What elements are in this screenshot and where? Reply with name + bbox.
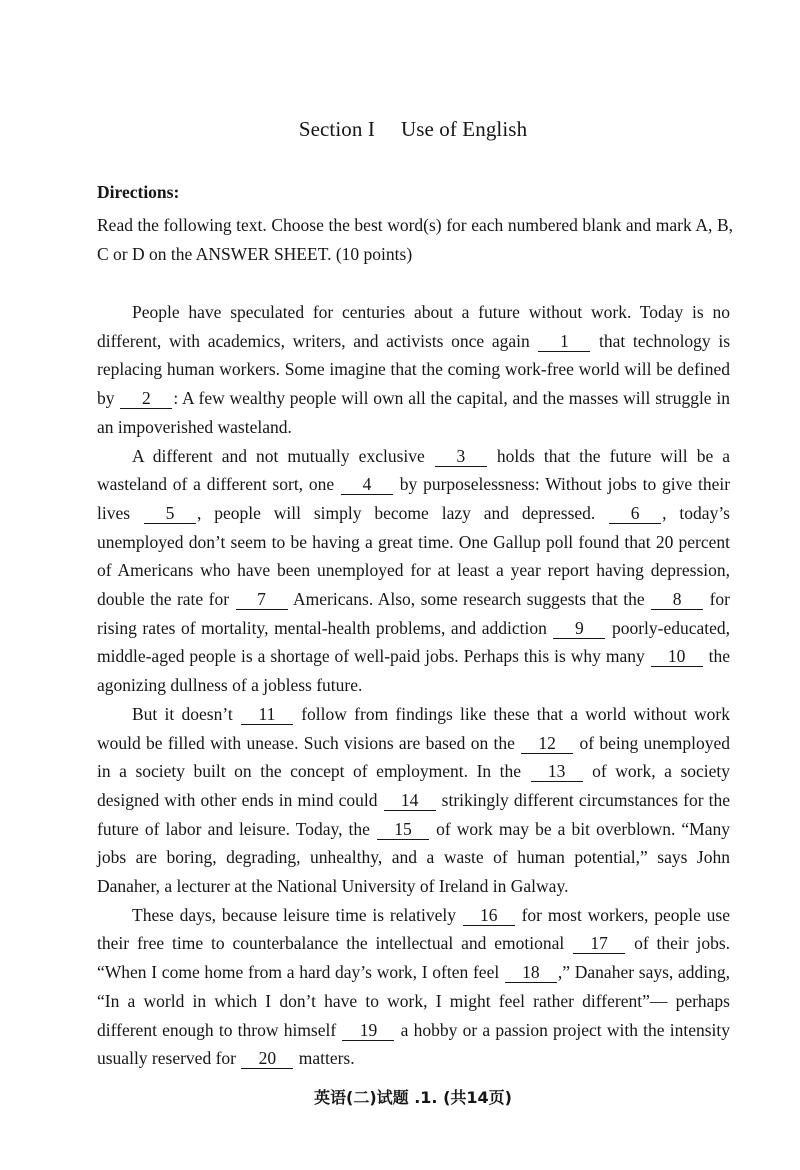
blank-7: 7 <box>236 589 288 610</box>
blank-9: 9 <box>553 618 605 639</box>
blank-3: 3 <box>435 446 487 467</box>
passage-text: a hobby or a passion project with the intensity usually reserved for <box>97 1019 731 1069</box>
passage-text: of being unemployed in a society built on the concept of employment. In the <box>97 732 731 782</box>
blank-1: 1 <box>538 331 590 352</box>
blank-12: 12 <box>521 733 573 754</box>
blank-2: 2 <box>120 388 172 409</box>
passage-text: for rising rates of mortality, mental-health problems, and addiction <box>97 589 730 638</box>
directions-text: Read the following text. Choose the best word(s) for each numbered blank and mark A, B, C or D on the ANSWER SHEET. (10 points) <box>97 215 733 264</box>
blank-19: 19 <box>342 1020 394 1041</box>
section-name: Use of English <box>400 117 528 141</box>
paragraph-3 <box>97 700 730 901</box>
paragraph-4 <box>97 901 730 1073</box>
passage-text: People have speculated for centuries about a future without work. Today is no different, with academics, writers, and activists once again <box>97 302 730 351</box>
passage-text: strikingly different circumstances for the future of labor and leisure. Today, the <box>97 789 731 839</box>
passage-text: ,” Danaher says, adding, “In a world in which I don’t have to work, I might feel rather different”— perhaps different enough to throw himself <box>97 962 730 1040</box>
passage-text: , today’s unemployed don’t seem to be having a great time. One Gallup poll found that 20 percent of Americans who have been unemployed for at least a year report having depression, double the rate for <box>97 502 730 610</box>
directions-heading: Directions: <box>97 182 180 202</box>
blank-4: 4 <box>341 474 393 495</box>
passage-text: for most workers, people use their free time to counterbalance the intellectual and emotional <box>97 904 731 954</box>
blank-8: 8 <box>651 589 703 610</box>
passage-text: , people will simply become lazy and depressed. <box>196 502 596 523</box>
page-footer: 英语(二)试题 .1. (共14页) <box>314 1088 512 1107</box>
blank-13: 13 <box>531 761 583 782</box>
blank-15: 15 <box>377 819 429 840</box>
passage-text: of work, a society designed with other ends in mind could <box>97 761 731 810</box>
blank-11: 11 <box>241 704 293 725</box>
passage-text: Americans. Also, some research suggests that the <box>293 589 645 610</box>
section-title <box>0 117 800 142</box>
passage-text: A different and not mutually exclusive <box>132 445 425 466</box>
passage-text: the agonizing dullness of a jobless future. <box>97 646 731 696</box>
blank-10: 10 <box>651 646 703 667</box>
blank-17: 17 <box>573 933 625 954</box>
passage-text: matters. <box>298 1048 355 1069</box>
passage-text: follow from findings like these that a world without work would be filled with unease. Such visions are based on the <box>97 703 731 753</box>
passage-text: : A few wealthy people will own all the capital, and the masses will struggle in an impoverished wasteland. <box>97 388 731 437</box>
passage-text: that technology is replacing human workers. Some imagine that the coming work-free world will be defined by <box>97 330 730 409</box>
paragraph-1 <box>97 298 730 442</box>
blank-20: 20 <box>241 1048 293 1069</box>
paragraph-2 <box>97 442 730 700</box>
blank-5: 5 <box>144 503 196 524</box>
blank-16: 16 <box>463 905 515 926</box>
passage-text: of work may be a bit overblown. “Many jobs are boring, degrading, unhealthy, and a waste of human potential,” says John Danaher, a lecturer at the National University of Ireland in Galway. <box>97 818 730 897</box>
passage-text: by purposelessness: Without jobs to give their lives <box>97 474 731 523</box>
passage-text: But it doesn’t <box>132 703 233 724</box>
blank-6: 6 <box>609 503 661 524</box>
passage-text: These days, because leisure time is relatively <box>132 904 456 925</box>
cloze-passage <box>97 298 730 1073</box>
blank-18: 18 <box>505 962 557 983</box>
passage-text: poorly-educated, middle-aged people is a shortage of well-paid jobs. Perhaps this is why many <box>97 617 731 667</box>
section-label: Section I <box>298 117 375 141</box>
passage-text: of their jobs. “When I come home from a hard day’s work, I often feel <box>97 933 731 983</box>
passage-text: holds that the future will be a wasteland of a different sort, one <box>97 445 731 495</box>
blank-14: 14 <box>384 790 436 811</box>
